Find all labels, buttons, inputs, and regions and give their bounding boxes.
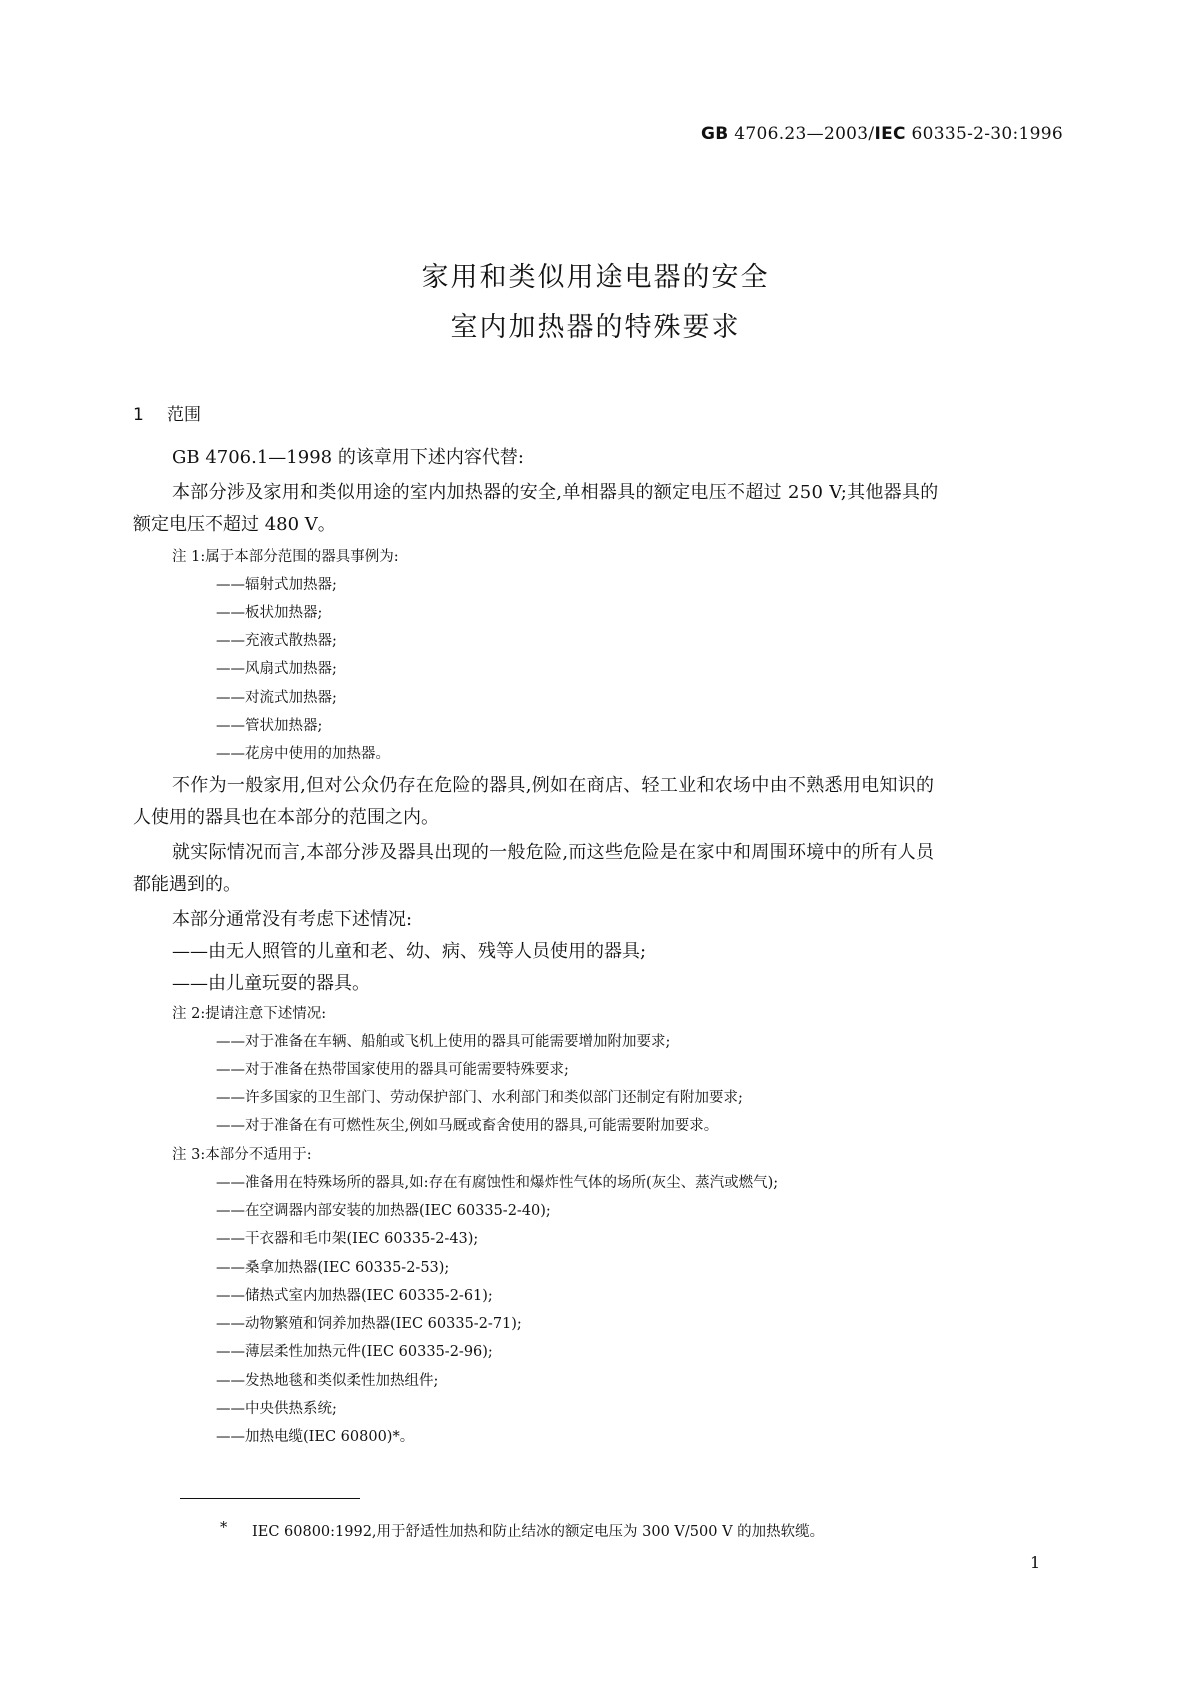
note-2-item: ——对于准备在热带国家使用的器具可能需要特殊要求; <box>216 1062 569 1078</box>
note-3-item: ——发热地毯和类似柔性加热组件; <box>216 1373 439 1389</box>
note-2-item: ——对于准备在有可燃性灰尘,例如马厩或畜舍使用的器具,可能需要附加要求。 <box>216 1118 719 1134</box>
note-3-item: ——储热式室内加热器(IEC 60335-2-61); <box>216 1288 493 1304</box>
title-line-2: 室内加热器的特殊要求 <box>450 312 741 343</box>
paragraph-replacement: GB 4706.1—1998 的该章用下述内容代替: <box>172 447 524 468</box>
paragraph-public-line-2: 人使用的器具也在本部分的范围之内。 <box>133 807 439 828</box>
note-2-item: ——对于准备在车辆、船舶或飞机上使用的器具可能需要增加附加要求; <box>216 1034 671 1050</box>
paragraph-not-considered-item: ——由儿童玩耍的器具。 <box>172 973 370 994</box>
note-3-item: ——在空调器内部安装的加热器(IEC 60335-2-40); <box>216 1203 551 1219</box>
note-3-item: ——中央供热系统; <box>216 1401 337 1417</box>
iec-code: 60335-2-30:1996 <box>905 124 1063 144</box>
title-line-1: 家用和类似用途电器的安全 <box>421 262 770 293</box>
note-3-item: ——动物繁殖和饲养加热器(IEC 60335-2-71); <box>216 1316 522 1332</box>
note-3-item: ——加热电缆(IEC 60800)*。 <box>216 1429 415 1445</box>
footnote-text: IEC 60800:1992,用于舒适性加热和防止结冰的额定电压为 300 V/500 V 的加热软缆。 <box>252 1524 825 1540</box>
note-3-item: ——薄层柔性加热元件(IEC 60335-2-96); <box>216 1344 493 1360</box>
iec-prefix: IEC <box>874 124 906 144</box>
note-1-item: ——充液式散热器; <box>216 633 337 649</box>
note-3-item: ——桑拿加热器(IEC 60335-2-53); <box>216 1260 450 1276</box>
standard-number <box>0 124 1063 144</box>
note-3-item: ——干衣器和毛巾架(IEC 60335-2-43); <box>216 1231 479 1247</box>
footnote-separator <box>180 1498 360 1499</box>
note-1-item: ——板状加热器; <box>216 605 323 621</box>
note-1-label: 注 1:属于本部分范围的器具事例为: <box>172 549 399 565</box>
note-1-item: ——风扇式加热器; <box>216 661 337 677</box>
section-title: 范围 <box>167 405 201 425</box>
paragraph-hazards-line-1: 就实际情况而言,本部分涉及器具出现的一般危险,而这些危险是在家中和周围环境中的所有人员 <box>172 842 935 863</box>
footnote-mark: * <box>220 1520 228 1536</box>
note-3-item: ——准备用在特殊场所的器具,如:存在有腐蚀性和爆炸性气体的场所(灰尘、蒸汽或燃气); <box>216 1175 779 1191</box>
standard-code: 4706.23—2003/ <box>728 124 875 144</box>
paragraph-hazards-line-2: 都能遇到的。 <box>133 874 241 895</box>
note-1-item: ——花房中使用的加热器。 <box>216 746 390 762</box>
note-2-item: ——许多国家的卫生部门、劳动保护部门、水利部门和类似部门还制定有附加要求; <box>216 1090 743 1106</box>
paragraph-public-line-1: 不作为一般家用,但对公众仍存在危险的器具,例如在商店、轻工业和农场中由不熟悉用电知识的 <box>172 775 935 796</box>
standard-prefix: GB <box>701 124 729 144</box>
section-heading <box>133 400 201 425</box>
paragraph-scope-line-2: 额定电压不超过 480 V。 <box>133 514 336 535</box>
paragraph-not-considered-item: ——由无人照管的儿童和老、幼、病、残等人员使用的器具; <box>172 941 647 962</box>
note-1-item: ——辐射式加热器; <box>216 577 337 593</box>
paragraph-scope-line-1: 本部分涉及家用和类似用途的室内加热器的安全,单相器具的额定电压不超过 250 V;其他器具的 <box>172 482 939 503</box>
note-3-label: 注 3:本部分不适用于: <box>172 1147 312 1163</box>
note-2-label: 注 2:提请注意下述情况: <box>172 1006 327 1022</box>
paragraph-not-considered: 本部分通常没有考虑下述情况: <box>172 909 413 930</box>
section-number: 1 <box>133 405 144 425</box>
note-1-item: ——对流式加热器; <box>216 690 337 706</box>
page-number: 1 <box>1030 1553 1041 1572</box>
note-1-item: ——管状加热器; <box>216 718 323 734</box>
